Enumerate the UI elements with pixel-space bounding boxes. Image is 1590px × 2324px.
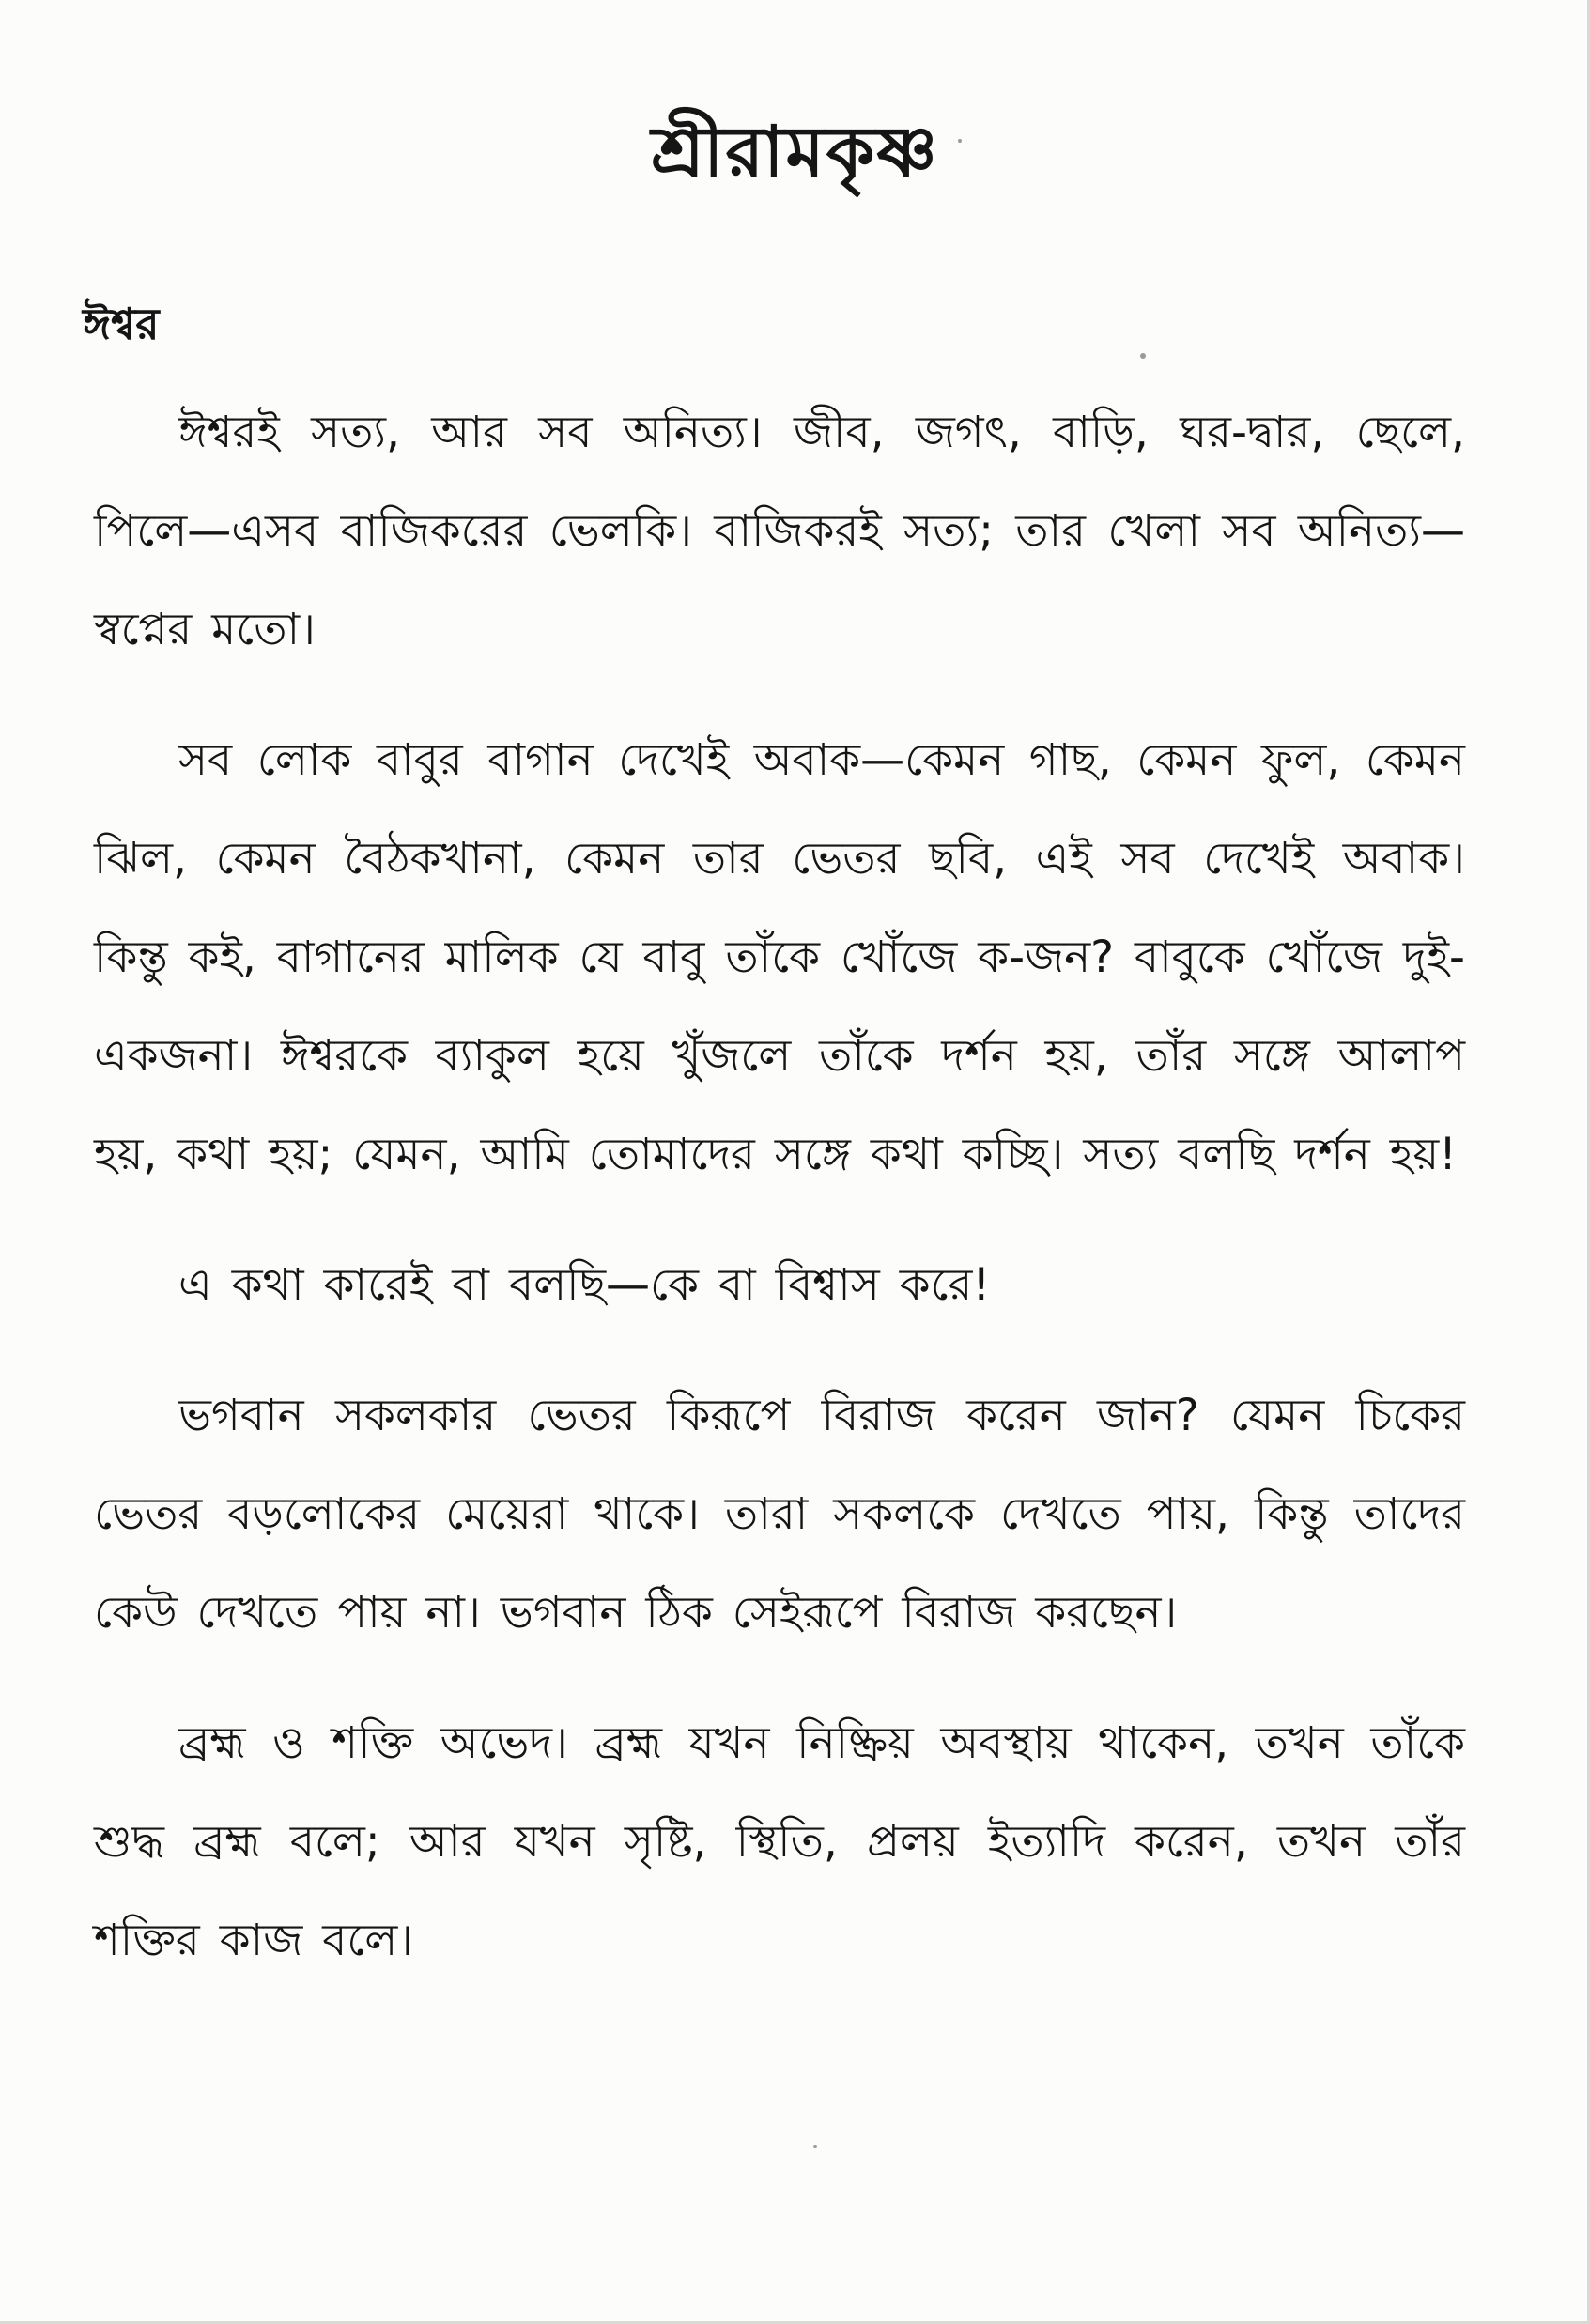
paragraph-5: ব্রহ্ম ও শক্তি অভেদ। ব্রহ্ম যখন নিষ্ক্রিয় অবস্থায় থাকেন, তখন তাঁকে শুদ্ধ ব্রহ্ম বলে; আর যখন সৃষ্টি, স্থিতি, প্রলয় ইত্যাদি করেন, তখন তাঁর শক্তির কাজ বলে। xyxy=(94,1717,1465,1966)
print-speck xyxy=(958,139,962,143)
print-speck xyxy=(1140,353,1146,359)
page-title: শ্রীরামকৃষ্ণ xyxy=(651,112,939,192)
paragraph-2: সব লোক বাবুর বাগান দেখেই অবাক—কেমন গাছ, কেমন ফুল, কেমন ঝিল, কেমন বৈঠকখানা, কেমন তার ভেতর ছবি, এই সব দেখেই অবাক। কিন্তু কই, বাগানের মালিক যে বাবু তাঁকে খোঁজে ক-জন? বাবুকে খোঁজে দুই-একজনা। ঈশ্বরকে ব্যাকুল হয়ে খুঁজলে তাঁকে দর্শন হয়, তাঁর সঙ্গে আলাপ হয়, কথা হয়; যেমন, আমি তোমাদের সঙ্গে কথা কচ্ছি। সত্য বলছি দর্শন হয়! xyxy=(94,734,1465,1180)
paragraph-3: এ কথা কারেই বা বলছি—কে বা বিশ্বাস করে! xyxy=(178,1259,991,1311)
paragraph-1: ঈশ্বরই সত্য, আর সব অনিত্য। জীব, জগৎ, বাড়ি, ঘর-দ্বার, ছেলে, পিলে—এসব বাজিকরের ভেলকি। বাজিকরই সত্য; তার খেলা সব অনিত্য—স্বপ্নের মতো। xyxy=(94,407,1465,655)
print-speck xyxy=(813,2145,817,2148)
section-heading: ঈশ্বর xyxy=(83,299,160,349)
body-text xyxy=(94,383,1465,2022)
paragraph-4: ভগবান সকলকার ভেতর কিরূপে বিরাজ করেন জান? যেমন চিকের ভেতর বড়লোকের মেয়েরা থাকে। তারা সকলকে দেখতে পায়, কিন্তু তাদের কেউ দেখতে পায় না। ভগবান ঠিক সেইরূপে বিরাজ করছেন। xyxy=(94,1390,1465,1639)
